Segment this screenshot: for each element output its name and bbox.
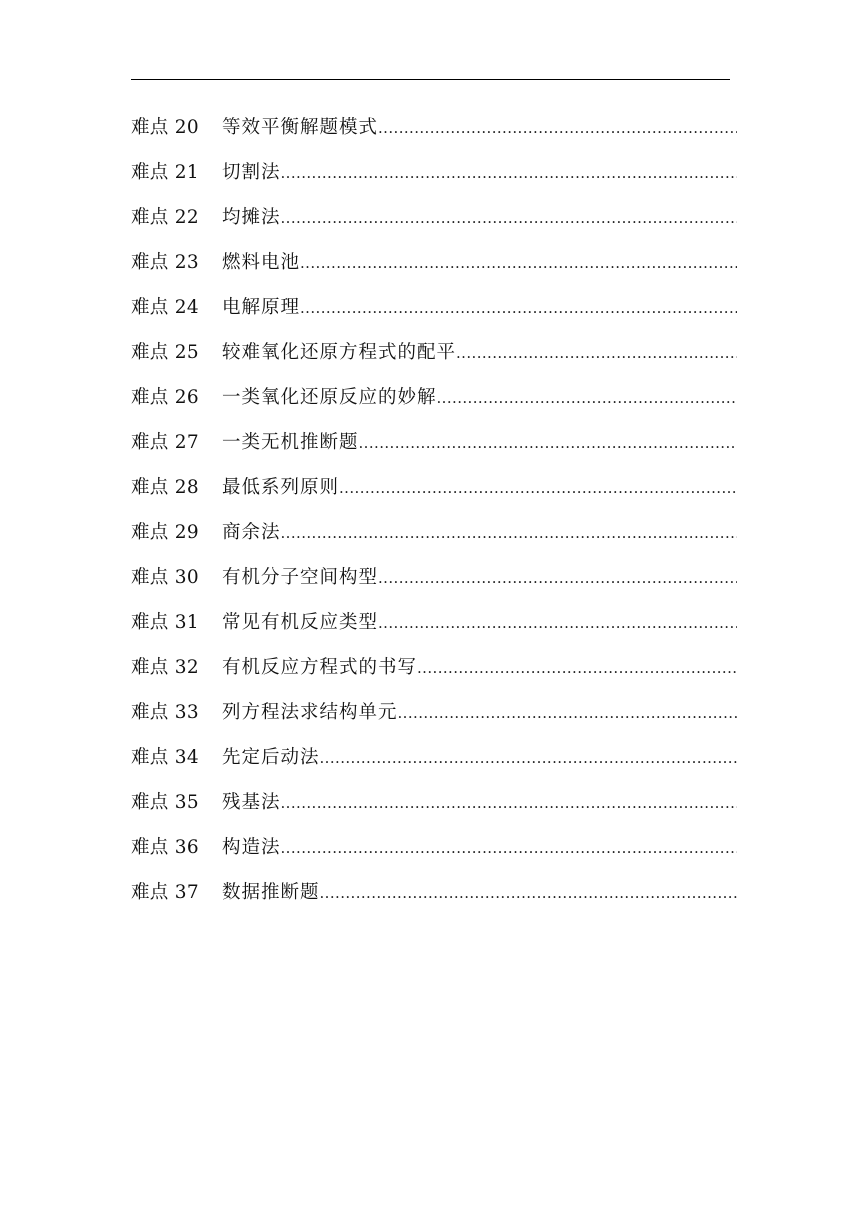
toc-dot-leader (398, 691, 737, 736)
toc-entry-number: 难点 32 (131, 657, 199, 678)
toc-dot-leader (281, 196, 737, 241)
toc-dot-leader (281, 826, 737, 871)
toc-entry[interactable] (131, 645, 741, 690)
toc-entry-title: 有机分子空间构型 (222, 567, 379, 588)
toc-entry-title: 列方程法求结构单元 (222, 702, 398, 723)
toc-entry[interactable] (131, 555, 741, 600)
toc-entry[interactable] (131, 825, 741, 870)
toc-entry[interactable] (131, 465, 741, 510)
toc-entry-title: 较难氧化还原方程式的配平 (222, 342, 457, 363)
toc-entry-number: 难点 29 (131, 522, 199, 543)
toc-entry[interactable] (131, 600, 741, 645)
toc-dot-leader (359, 421, 737, 466)
toc-entry-title: 商余法 (222, 522, 281, 543)
toc-dot-leader (281, 511, 737, 556)
toc-entry-number: 难点 34 (131, 747, 199, 768)
toc-entry-title: 构造法 (222, 837, 281, 858)
toc-dot-leader (281, 151, 737, 196)
toc-entry-number: 难点 25 (131, 342, 199, 363)
toc-entry-number: 难点 35 (131, 792, 199, 813)
toc-entry-number: 难点 23 (131, 252, 199, 273)
toc-entry[interactable] (131, 330, 741, 375)
toc-entry-number: 难点 36 (131, 837, 199, 858)
toc-entry-title: 电解原理 (222, 297, 301, 318)
toc-entry[interactable] (131, 690, 741, 735)
toc-dot-leader (320, 871, 737, 916)
toc-dot-leader (437, 376, 737, 421)
toc-entry[interactable] (131, 510, 741, 555)
toc-entry-title: 有机反应方程式的书写 (222, 657, 418, 678)
toc-entry-title: 数据推断题 (222, 882, 320, 903)
toc-entry-title: 切割法 (222, 162, 281, 183)
toc-entry-number: 难点 21 (131, 162, 199, 183)
toc-entry-number: 难点 33 (131, 702, 199, 723)
header-rule (131, 79, 730, 80)
toc-dot-leader (417, 646, 737, 691)
table-of-contents (131, 105, 741, 915)
toc-entry[interactable] (131, 735, 741, 780)
toc-entry-title: 均摊法 (222, 207, 281, 228)
toc-entry-number: 难点 22 (131, 207, 199, 228)
toc-entry[interactable] (131, 870, 741, 915)
toc-dot-leader (378, 601, 737, 646)
toc-entry-number: 难点 31 (131, 612, 199, 633)
toc-dot-leader (378, 556, 737, 601)
toc-entry[interactable] (131, 105, 741, 150)
toc-entry-title: 一类氧化还原反应的妙解 (222, 387, 437, 408)
toc-entry-number: 难点 27 (131, 432, 199, 453)
toc-entry[interactable] (131, 240, 741, 285)
toc-entry-title: 先定后动法 (222, 747, 320, 768)
toc-dot-leader (300, 241, 737, 286)
toc-entry-number: 难点 30 (131, 567, 199, 588)
toc-dot-leader (300, 286, 737, 331)
toc-entry-title: 燃料电池 (222, 252, 301, 273)
toc-entry-number: 难点 20 (131, 117, 199, 138)
toc-entry[interactable] (131, 780, 741, 825)
toc-entry-title: 常见有机反应类型 (222, 612, 379, 633)
toc-dot-leader (456, 331, 737, 376)
toc-entry[interactable] (131, 195, 741, 240)
toc-entry[interactable] (131, 375, 741, 420)
toc-entry-number: 难点 24 (131, 297, 199, 318)
toc-entry-title: 最低系列原则 (222, 477, 340, 498)
toc-dot-leader (281, 781, 737, 826)
toc-entry-number: 难点 28 (131, 477, 199, 498)
toc-entry-title: 等效平衡解题模式 (222, 117, 379, 138)
toc-entry[interactable] (131, 420, 741, 465)
toc-dot-leader (378, 106, 737, 151)
toc-dot-leader (320, 736, 737, 781)
toc-entry-title: 一类无机推断题 (222, 432, 359, 453)
toc-entry[interactable] (131, 150, 741, 195)
toc-entry-number: 难点 26 (131, 387, 199, 408)
toc-entry-number: 难点 37 (131, 882, 199, 903)
toc-dot-leader (339, 466, 737, 511)
toc-entry-title: 残基法 (222, 792, 281, 813)
toc-entry[interactable] (131, 285, 741, 330)
